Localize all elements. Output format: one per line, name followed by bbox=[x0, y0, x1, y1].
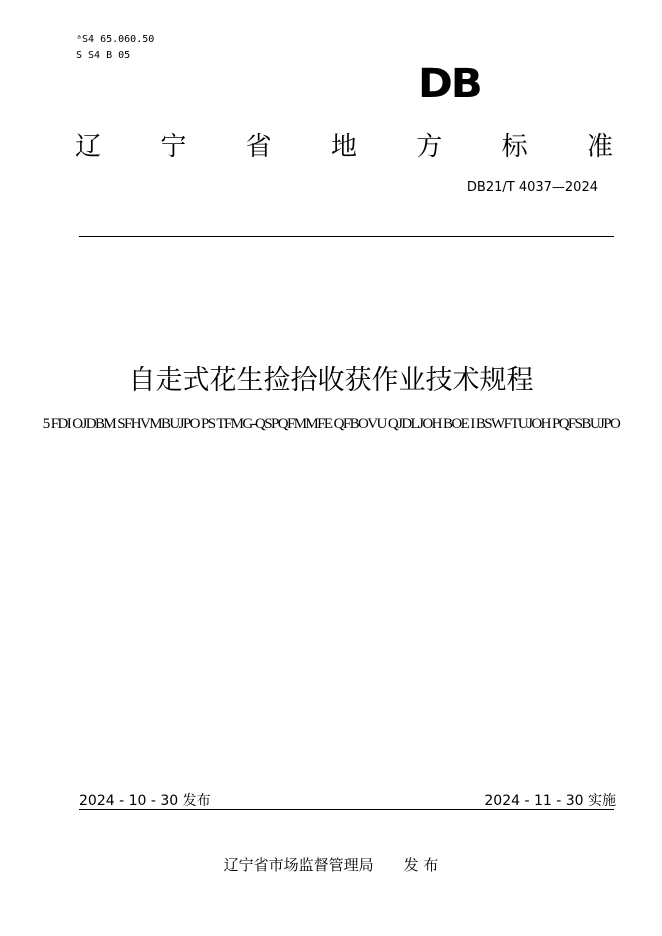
issuer-line bbox=[0, 854, 662, 875]
ccs-code: S S4 B 05 bbox=[76, 50, 131, 61]
standard-type-char: 标 bbox=[501, 132, 528, 162]
standard-number: DB21/T 4037—2024 bbox=[466, 180, 598, 195]
document-title: 自走式花生捡拾收获作业技术规程 bbox=[128, 365, 534, 396]
standard-type-char: 准 bbox=[586, 132, 613, 162]
document-subtitle-english: 5 FDI OJDBM SFHVMBUJPO PS TFMG-QSPQFMMFE QFBOVU QJDLJOH BOE I BSWFTUJOH PQFSBUJPO bbox=[42, 416, 620, 432]
top-divider bbox=[79, 236, 614, 237]
standard-type-char: 地 bbox=[330, 132, 357, 162]
classification-codes bbox=[76, 32, 154, 64]
db-logo-text: DB bbox=[418, 61, 481, 107]
standard-type-char: 方 bbox=[416, 132, 443, 162]
bottom-divider bbox=[79, 809, 614, 810]
issuer-name: 辽宁省市场监督管理局 bbox=[223, 856, 374, 874]
standard-type-char: 辽 bbox=[74, 132, 101, 162]
db-logo bbox=[418, 61, 490, 107]
standard-type bbox=[74, 126, 614, 163]
issuer-action: 发 布 bbox=[403, 856, 439, 874]
ics-code: ᵃS4 65.060.50 bbox=[76, 34, 155, 45]
standard-type-char: 省 bbox=[245, 132, 272, 162]
publish-date: 2024 - 10 - 30 发布 bbox=[79, 793, 211, 809]
implement-date: 2024 - 11 - 30 实施 bbox=[484, 793, 616, 809]
standard-type-char: 宁 bbox=[160, 132, 187, 162]
